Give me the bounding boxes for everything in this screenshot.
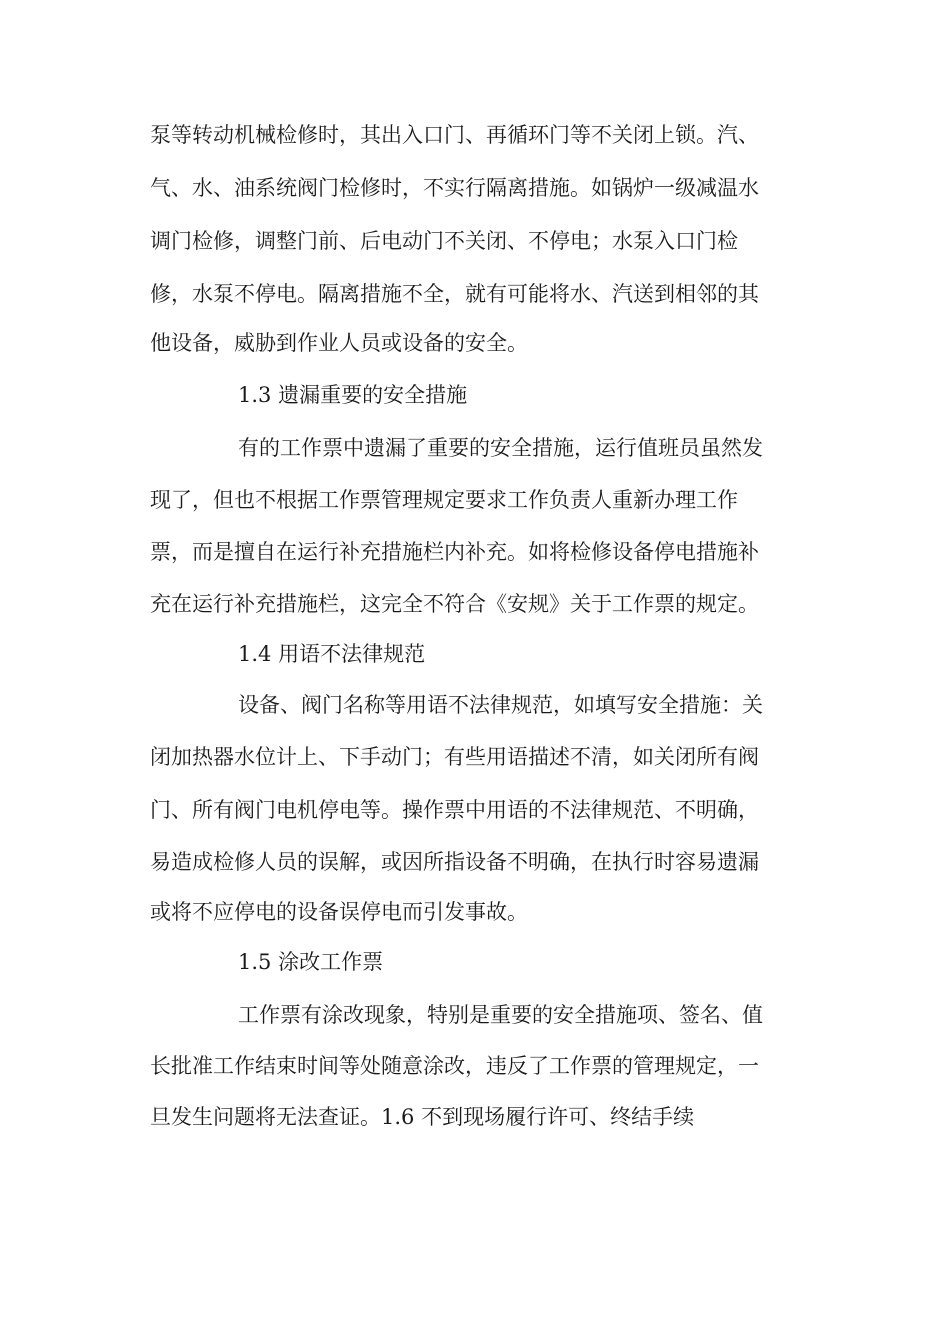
body-text-line: 气、水、油系统阀门检修时，不实行隔离措施。如锅炉一级减温水	[150, 176, 759, 200]
body-text-line: 或将不应停电的设备误停电而引发事故。	[150, 900, 528, 924]
body-text-line: 现了，但也不根据工作票管理规定要求工作负责人重新办理工作	[150, 488, 738, 512]
section-heading-1-5: 1.5 涂改工作票	[238, 950, 384, 974]
body-text-line: 设备、阀门名称等用语不法律规范，如填写安全措施：关	[238, 693, 763, 717]
body-text-line: 调门检修，调整门前、后电动门不关闭、不停电；水泵入口门检	[150, 229, 738, 253]
body-text-line: 易造成检修人员的误解，或因所指设备不明确，在执行时容易遗漏	[150, 850, 759, 874]
section-heading-1-3: 1.3 遗漏重要的安全措施	[238, 383, 468, 407]
body-text-line: 票，而是擅自在运行补充措施栏内补充。如将检修设备停电措施补	[150, 540, 759, 564]
body-text-line: 闭加热器水位计上、下手动门；有些用语描述不清，如关闭所有阀	[150, 745, 759, 769]
section-heading-1-4: 1.4 用语不法律规范	[238, 642, 426, 666]
body-text-line: 长批准工作结束时间等处随意涂改，违反了工作票的管理规定，一	[150, 1054, 759, 1078]
body-text-line: 充在运行补充措施栏，这完全不符合《安规》关于工作票的规定。	[150, 592, 759, 616]
body-text-line: 门、所有阀门电机停电等。操作票中用语的不法律规范、不明确，	[150, 798, 759, 822]
body-text-line: 他设备，威胁到作业人员或设备的安全。	[150, 331, 528, 355]
body-text-line: 工作票有涂改现象，特别是重要的安全措施项、签名、值	[238, 1003, 763, 1027]
body-text-line: 旦发生问题将无法查证。1.6 不到现场履行许可、终结手续	[150, 1105, 695, 1129]
body-text-line: 泵等转动机械检修时，其出入口门、再循环门等不关闭上锁。汽、	[150, 123, 759, 147]
body-text-line: 修，水泵不停电。隔离措施不全，就有可能将水、汽送到相邻的其	[150, 282, 759, 306]
body-text-line: 有的工作票中遗漏了重要的安全措施，运行值班员虽然发	[238, 436, 763, 460]
